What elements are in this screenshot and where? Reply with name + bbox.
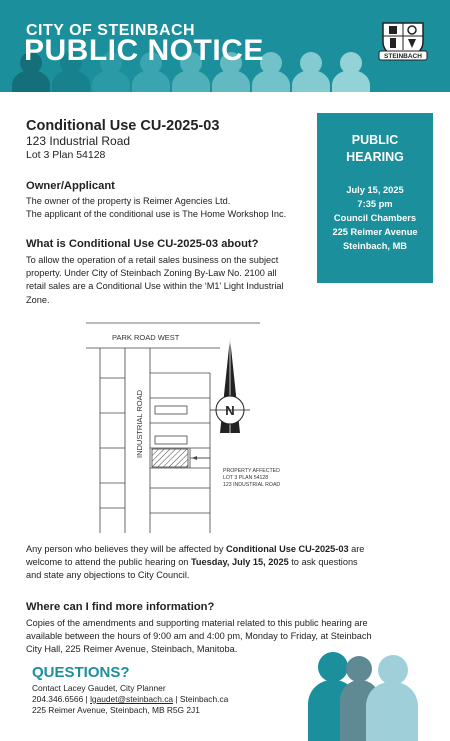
header-banner [0,0,450,92]
about-line: property. Under City of Steinbach Zoning By-Law No. 2100 all [26,268,277,278]
property-label-2: LOT 3 PLAN 54128 [223,475,269,481]
banner-title: PUBLIC NOTICE [24,34,264,67]
banner-city-name: CITY OF STEINBACH [26,22,196,39]
about-heading: What is Conditional Use CU-2025-03 about? [26,238,259,250]
north-arrow-icon [210,338,250,433]
notice-title: Conditional Use CU-2025-03 [26,118,220,134]
road-label-side: INDUSTRIAL ROAD [135,389,144,458]
about-line: retail sales are a Conditional Use within the ‘M1’ Light Industrial [26,281,284,291]
logo-text: STEINBACH [384,53,422,60]
owner-line: The owner of the property is Reimer Agencies Ltd. [26,196,231,206]
info-heading: Where can I find more information? [26,601,215,613]
steinbach-crest-logo [377,20,429,64]
lot-plan: Lot 3 Plan 54128 [26,149,106,161]
questions-heading: QUESTIONS? [32,664,130,681]
north-label: N [225,403,235,418]
info-line: Copies of the amendments and supporting material related to this public hearing are [26,618,368,628]
info-line: City Hall, 225 Reimer Avenue, Steinbach, Manitoba. [26,644,238,654]
location-map [80,318,380,548]
contact-address: 225 Reimer Avenue, Steinbach, MB R5G 2J1 [32,705,200,715]
hearing-city: Steinbach, MB [342,241,408,251]
affected-property-parcel [152,449,188,467]
hearing-title-1: PUBLIC [351,133,399,147]
hearing-date: July 15, 2025 [346,185,404,195]
info-line: available between the hours of 9:00 am and 4:00 pm, Monday to Friday, at Steinbach [26,631,372,641]
property-label-1: PROPERTY AFFECTED [223,468,280,474]
hearing-title-2: HEARING [346,150,404,164]
about-line: Zone. [26,295,50,305]
road-label-top: PARK ROAD WEST [112,333,180,342]
owner-heading: Owner/Applicant [26,180,115,192]
hearing-street: 225 Reimer Avenue [332,227,418,237]
public-hearing-box [317,113,433,283]
about-line: To allow the operation of a retail sales business on the subject [26,255,279,265]
contact-phone-line: 204.346.6566 | lgaudet@steinbach.ca | Steinbach.ca [32,694,229,704]
hearing-place: Council Chambers [333,213,417,223]
property-address: 123 Industrial Road [26,134,131,148]
contact-name: Contact Lacey Gaudet, City Planner [32,683,166,693]
property-label-3: 123 INDUSTRIAL ROAD [223,482,281,488]
applicant-line: The applicant of the conditional use is The Home Workshop Inc. [26,209,287,219]
attend-paragraph: Any person who believes they will be affected by Conditional Use CU-2025-03 are welcome to attend the public hearing on Tuesday, July 15, 2025 to ask questions and state any objections to City Council. [26,544,365,580]
hearing-time: 7:35 pm [357,199,393,209]
email-link[interactable]: lgaudet@steinbach.ca [90,694,174,704]
